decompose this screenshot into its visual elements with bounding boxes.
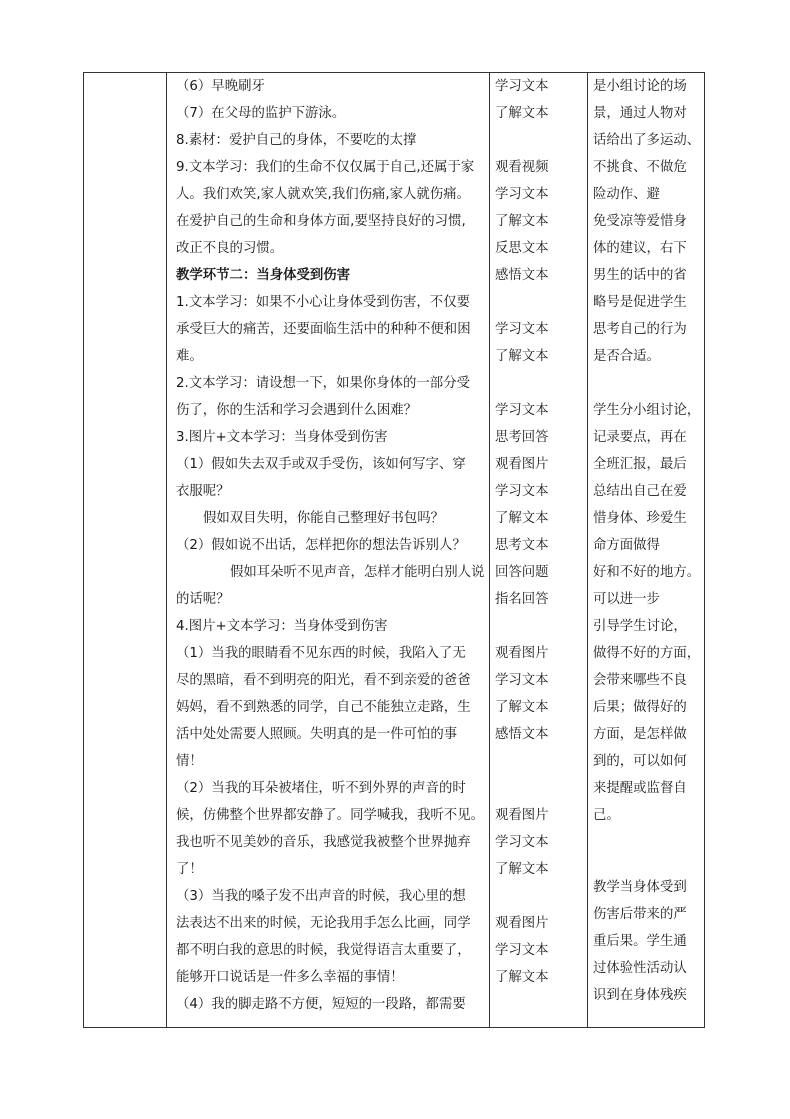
- activity-line: 了解文本: [495, 214, 549, 229]
- intent-line: 己。: [593, 808, 620, 823]
- activity-line: 了解文本: [495, 862, 549, 877]
- content-line: 8.素材：爱护自己的身体，不要吃的太撑: [176, 133, 417, 148]
- content-line: 在爱护自己的生命和身体方面,要坚持良好的习惯,: [176, 214, 466, 229]
- content-line: （4）我的脚走路不方便，短短的一段路，都需要: [176, 997, 466, 1012]
- activity-line: 了解文本: [495, 970, 549, 985]
- intent-line: 体的建议，右下: [593, 241, 687, 256]
- column-divider: [166, 73, 167, 1027]
- content-line: 3.图片+文本学习：当身体受到伤害: [176, 430, 388, 445]
- intent-line: 引导学生讨论，: [593, 619, 687, 634]
- content-line: （1）当我的眼睛看不见东西的时候，我陷入了无: [176, 646, 466, 661]
- content-line: 难。: [176, 349, 203, 364]
- content-line: 假如双目失明，你能自己整理好书包吗？: [203, 511, 445, 526]
- activity-line: 感悟文本: [495, 268, 549, 283]
- activity-line: 指名回答: [495, 592, 549, 607]
- intent-line: 方面，是怎样做: [593, 727, 687, 742]
- content-line: 改正不良的习惯。: [176, 241, 284, 256]
- column-divider: [489, 73, 490, 1027]
- content-line: 都不明白我的意思的时候，我觉得语言太重要了，: [176, 943, 471, 958]
- activity-line: 观看图片: [495, 646, 549, 661]
- content-line: 人。我们欢笑,家人就欢笑,我们伤痛,家人就伤痛。: [176, 187, 470, 202]
- content-line: 的话呢？: [176, 592, 230, 607]
- intent-line: 景，通过人物对: [593, 106, 687, 121]
- activity-line: 感悟文本: [495, 727, 549, 742]
- column-divider: [587, 73, 588, 1027]
- intent-line: 是否合适。: [593, 349, 660, 364]
- content-line: 候，仿佛整个世界都安静了。同学喊我，我听不见。: [176, 808, 484, 823]
- activity-line: 了解文本: [495, 511, 549, 526]
- activity-line: 反思文本: [495, 241, 549, 256]
- content-line: （1）假如失去双手或双手受伤，该如何写字、穿: [176, 457, 466, 472]
- intent-line: 过体验性活动认: [593, 961, 687, 976]
- activity-line: 思考文本: [495, 538, 549, 553]
- intent-line: 好和不好的地方。: [593, 565, 701, 580]
- activity-line: 观看图片: [495, 457, 549, 472]
- content-line: 1.文本学习：如果不小心让身体受到伤害，不仅要: [176, 295, 470, 310]
- activity-line: 观看图片: [495, 916, 549, 931]
- intent-line: 是小组讨论的场: [593, 79, 687, 94]
- activity-line: 思考回答: [495, 430, 549, 445]
- activity-line: 了解文本: [495, 349, 549, 364]
- intent-line: 可以进一步: [593, 592, 660, 607]
- intent-line: 记录要点，再在: [593, 430, 687, 445]
- activity-line: 观看视频: [495, 160, 549, 175]
- content-line: 教学环节二：当身体受到伤害: [176, 268, 351, 283]
- content-line: （7）在父母的监护下游泳。: [176, 106, 346, 121]
- intent-line: 免受凉等爱惜身: [593, 214, 687, 229]
- content-line: （2）当我的耳朵被堵住，听不到外界的声音的时: [176, 781, 466, 796]
- content-line: 能够开口说话是一件多么幸福的事情！: [176, 970, 404, 985]
- intent-line: 识到在身体残疾: [593, 988, 687, 1003]
- content-line: 活中处处需要人照顾。失明真的是一件可怕的事: [176, 727, 458, 742]
- activity-line: 学习文本: [495, 322, 549, 337]
- activity-line: 学习文本: [495, 835, 549, 850]
- activity-line: 学习文本: [495, 943, 549, 958]
- intent-line: 会带来哪些不良: [593, 673, 687, 688]
- content-line: 妈妈，看不到熟悉的同学，自己不能独立走路，生: [176, 700, 471, 715]
- activity-line: 观看图片: [495, 808, 549, 823]
- intent-line: 重后果。学生通: [593, 934, 687, 949]
- content-line: 了！: [176, 862, 203, 877]
- intent-line: 不挑食、不做危: [593, 160, 687, 175]
- content-line: 9.文本学习：我们的生命不仅仅属于自己,还属于家: [176, 160, 475, 175]
- content-line: 2.文本学习：请设想一下，如果你身体的一部分受: [176, 376, 470, 391]
- activity-line: 了解文本: [495, 106, 549, 121]
- activity-line: 学习文本: [495, 403, 549, 418]
- activity-line: 学习文本: [495, 79, 549, 94]
- activity-line: 学习文本: [495, 673, 549, 688]
- intent-line: 后果；做得好的: [593, 700, 687, 715]
- content-line: 衣服呢？: [176, 484, 230, 499]
- intent-line: 学生分小组讨论，: [593, 403, 701, 418]
- content-line: （3）当我的嗓子发不出声音的时候，我心里的想: [176, 889, 466, 904]
- intent-line: 话给出了多运动、: [593, 133, 701, 148]
- content-line: 法表达不出来的时候，无论我用手怎么比画，同学: [176, 916, 471, 931]
- intent-line: 惜身体、珍爱生: [593, 511, 687, 526]
- intent-line: 思考自己的行为: [593, 322, 687, 337]
- intent-line: 全班汇报，最后: [593, 457, 687, 472]
- intent-line: 总结出自己在爱: [593, 484, 687, 499]
- intent-line: 男生的话中的省: [593, 268, 687, 283]
- content-line: 承受巨大的痛苦，还要面临生活中的种种不便和困: [176, 322, 471, 337]
- content-line: （6）早晚刷牙: [176, 79, 265, 94]
- content-line: 尽的黑暗，看不到明亮的阳光，看不到亲爱的爸爸: [176, 673, 471, 688]
- activity-line: 学习文本: [495, 187, 549, 202]
- content-line: （2）假如说不出话，怎样把你的想法告诉别人？: [176, 538, 466, 553]
- intent-line: 命方面做得: [593, 538, 660, 553]
- content-line: 我也听不见美妙的音乐，我感觉我被整个世界抛弃: [176, 835, 471, 850]
- activity-line: 了解文本: [495, 700, 549, 715]
- content-line: 伤了，你的生活和学习会遇到什么困难？: [176, 403, 418, 418]
- intent-line: 教学当身体受到: [593, 880, 687, 895]
- activity-line: 学习文本: [495, 484, 549, 499]
- content-line: 假如耳朵听不见声音，怎样才能明白别人说: [230, 565, 485, 580]
- intent-line: 做得不好的方面，: [593, 646, 701, 661]
- content-line: 情！: [176, 754, 203, 769]
- intent-line: 到的，可以如何: [593, 754, 687, 769]
- activity-line: 回答问题: [495, 565, 549, 580]
- intent-line: 伤害后带来的严: [593, 907, 687, 922]
- lesson-table: [83, 72, 705, 1028]
- intent-line: 来提醒或监督自: [593, 781, 687, 796]
- content-line: 4.图片+文本学习：当身体受到伤害: [176, 619, 388, 634]
- intent-line: 险动作、避: [593, 187, 660, 202]
- intent-line: 略号是促进学生: [593, 295, 687, 310]
